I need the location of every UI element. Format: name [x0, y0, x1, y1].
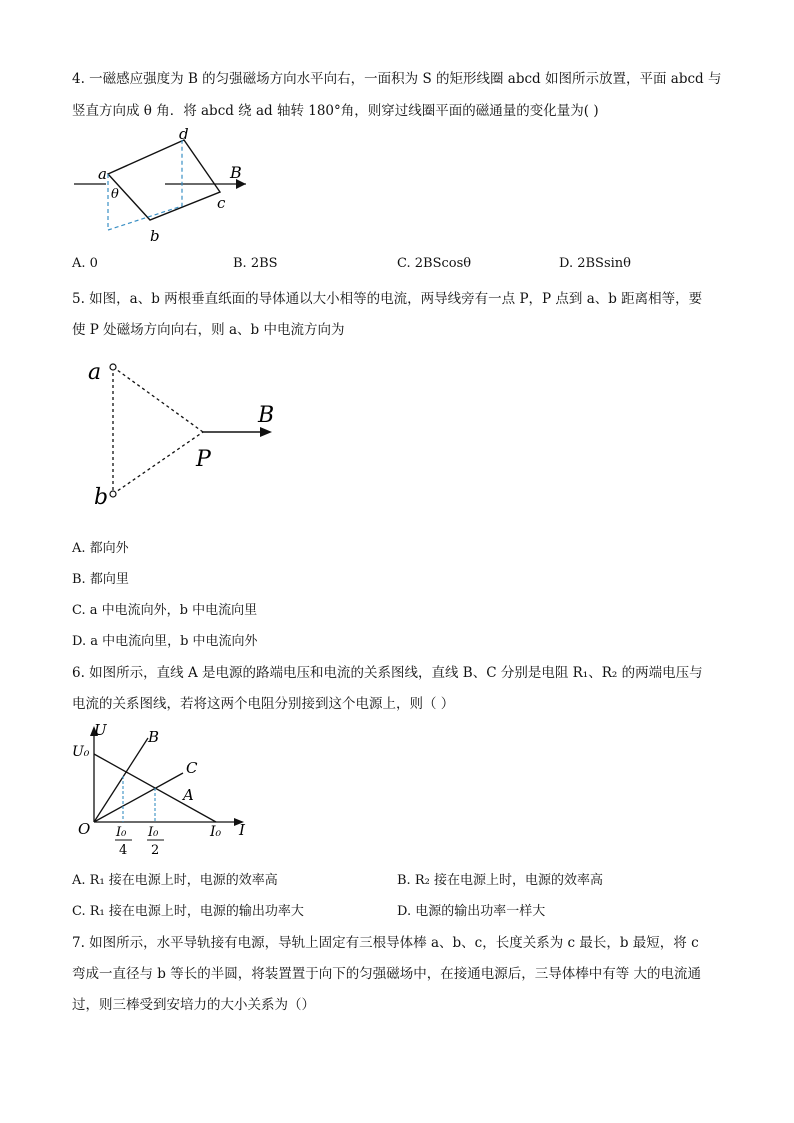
q5-option-a[interactable]: A. 都向外: [72, 541, 129, 556]
q5-option-d[interactable]: D. a 中电流向里，b 中电流向外: [72, 634, 258, 649]
label-U0: U₀: [72, 744, 90, 760]
label-line-C: C: [186, 759, 198, 777]
label-b: b: [150, 227, 160, 245]
label-B: B: [258, 403, 275, 428]
dashed-aP: [113, 367, 203, 432]
label-I0: I₀: [210, 824, 222, 840]
label-b: b: [94, 485, 109, 508]
q6-option-a[interactable]: A. R₁ 接在电源上时，电源的效率高: [72, 873, 278, 888]
label-c: c: [217, 194, 226, 212]
q6-option-d[interactable]: D. 电源的输出功率一样大: [397, 904, 546, 919]
label-a: a: [98, 165, 107, 183]
q4-option-c[interactable]: C. 2BScosθ: [397, 256, 472, 271]
q6-ui-graph: [66, 718, 256, 860]
q4-stem-line1: 4. 一磁感应强度为 B 的匀强磁场方向水平向右，一面积为 S 的矩形线圈 abcd 如图所示放置，平面 abcd 与: [72, 71, 722, 87]
label-O: O: [78, 820, 91, 838]
line-C: [94, 773, 183, 822]
dashed-bP: [113, 432, 203, 494]
q4-coil-diagram: [70, 126, 260, 250]
q7-stem-line2: 弯成一直径与 b 等长的半圆，将装置置于向下的匀强磁场中，在接通电源后，三导体棒中有等 大的电流通: [72, 966, 702, 982]
q5-stem-line2: 使 P 处磁场方向向右，则 a、b 中电流方向为: [72, 322, 345, 338]
q5-option-b[interactable]: B. 都向里: [72, 572, 129, 587]
q6-option-b[interactable]: B. R₂ 接在电源上时，电源的效率高: [397, 873, 603, 888]
coil-projection-dashed: [108, 140, 182, 230]
wire-b: [110, 491, 116, 497]
label-theta: θ: [111, 187, 119, 202]
label-d: d: [179, 126, 189, 143]
label-line-A: A: [183, 786, 194, 804]
label-den-2: 2: [151, 843, 160, 858]
label-I0-num-a: I₀: [116, 825, 127, 840]
q6-stem-line1: 6. 如图所示，直线 A 是电源的路端电压和电流的关系图线，直线 B、C 分别是电阻 R₁、R₂ 的两端电压与: [72, 665, 703, 681]
q4-stem-line2: 竖直方向成 θ 角．将 abcd 绕 ad 轴转 180°角，则穿过线圈平面的磁通量的变化量为( ): [72, 103, 599, 119]
label-line-B: B: [148, 728, 160, 746]
q7-stem-line3: 过，则三棒受到安培力的大小关系为（）: [72, 997, 315, 1013]
label-B: B: [230, 163, 242, 182]
label-P: P: [196, 447, 211, 472]
wire-a: [110, 364, 116, 370]
q5-option-c[interactable]: C. a 中电流向外，b 中电流向里: [72, 603, 258, 618]
label-I0-num-b: I₀: [148, 825, 159, 840]
q4-option-d[interactable]: D. 2BSsinθ: [559, 256, 631, 271]
q6-stem-line2: 电流的关系图线，若将这两个电阻分别接到这个电源上，则（ ）: [72, 696, 455, 712]
q5-wires-diagram: [82, 356, 282, 508]
label-den-4: 4: [119, 843, 128, 858]
label-U: U: [94, 721, 107, 739]
field-arrow-head: [260, 427, 272, 437]
coil-abcd: [108, 140, 220, 220]
label-I: I: [239, 821, 245, 839]
q5-stem-line1: 5. 如图，a、b 两根垂直纸面的导体通以大小相等的电流，两导线旁有一点 P，P 点到 a、b 距离相等，要: [72, 291, 703, 307]
q7-stem-line1: 7. 如图所示，水平导轨接有电源，导轨上固定有三根导体棒 a、b、c，长度关系为 c 最长，b 最短，将 c: [72, 935, 699, 951]
q4-option-b[interactable]: B. 2BS: [233, 256, 278, 271]
q4-option-a[interactable]: A. 0: [72, 256, 98, 271]
q6-option-c[interactable]: C. R₁ 接在电源上时，电源的输出功率大: [72, 904, 304, 919]
label-a: a: [88, 360, 102, 385]
